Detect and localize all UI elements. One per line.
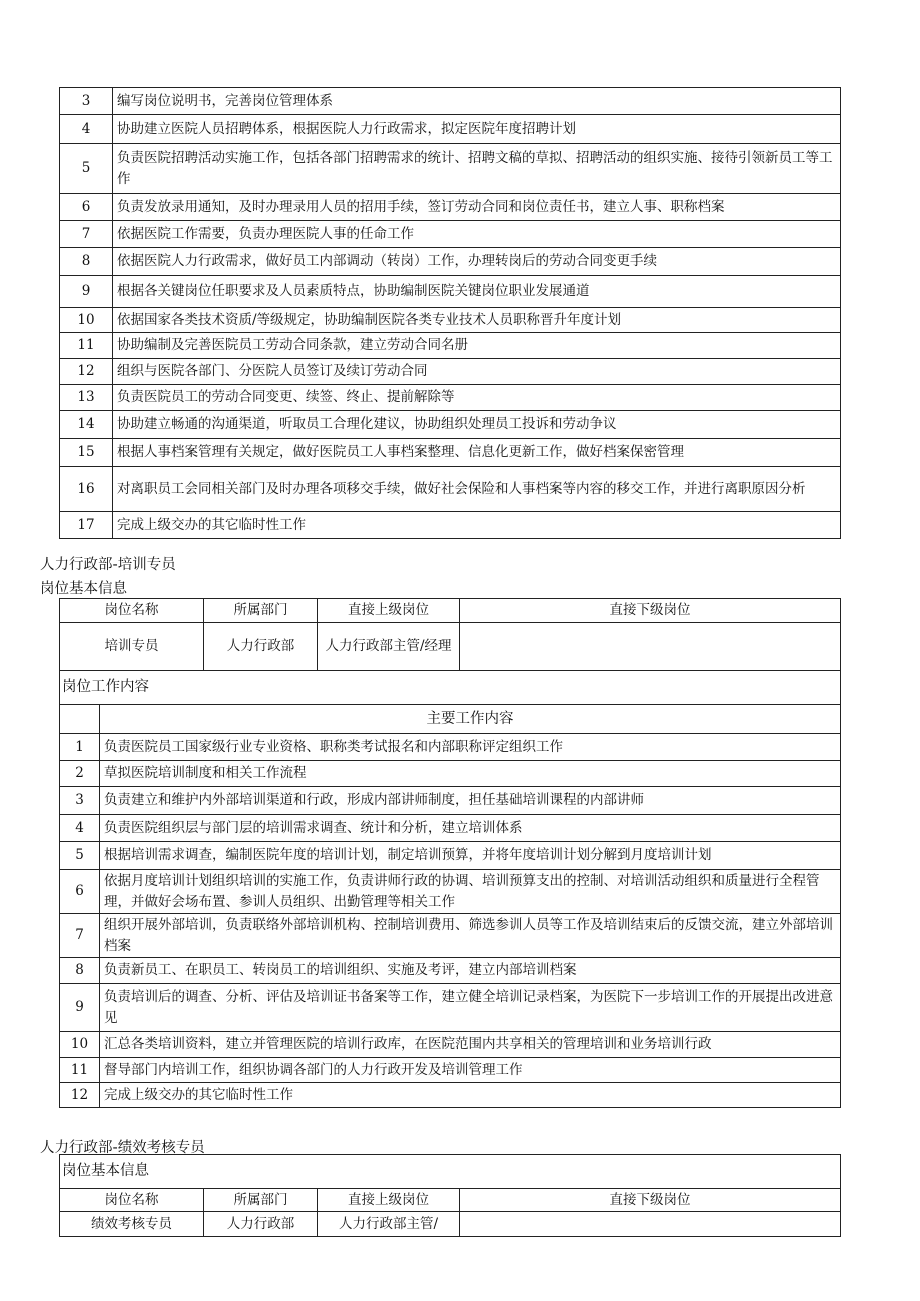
header-department: 所属部门 <box>204 1189 318 1212</box>
row-number: 8 <box>60 248 113 276</box>
row-text: 完成上级交办的其它临时性工作 <box>113 512 841 539</box>
value-department: 人力行政部 <box>204 1212 318 1237</box>
row-number: 17 <box>60 512 113 539</box>
row-number: 10 <box>60 308 113 333</box>
row-text: 协助建立畅通的沟通渠道，听取员工合理化建议，协助组织处理员工投诉和劳动争议 <box>113 411 841 439</box>
row-text: 根据各关键岗位任职要求及人员素质特点，协助编制医院关键岗位职业发展通道 <box>113 276 841 308</box>
table-row <box>60 1032 841 1058</box>
table-row <box>60 276 841 308</box>
row-text: 组织与医院各部门、分医院人员签订及续订劳动合同 <box>113 359 841 385</box>
row-text: 根据人事档案管理有关规定，做好医院员工人事档案整理、信息化更新工作，做好档案保密管理 <box>113 439 841 467</box>
row-number: 13 <box>60 385 113 411</box>
row-text: 依据月度培训计划组织培训的实施工作，负责讲师行政的协调、培训预算支出的控制、对培训活动组织和质量进行全程管理，并做好会场布置、参训人员组织、出勤管理等相关工作 <box>100 870 841 914</box>
row-text: 负责医院员工国家级行业专业资格、职称类考试报名和内部职称评定组织工作 <box>100 734 841 761</box>
table-row <box>60 221 841 248</box>
row-number: 16 <box>60 467 113 512</box>
row-number: 11 <box>60 1058 100 1083</box>
table-row <box>60 734 841 761</box>
row-text: 汇总各类培训资料，建立并管理医院的培训行政库，在医院范围内共享相关的管理培训和业务培训行政 <box>100 1032 841 1058</box>
header-position-name: 岗位名称 <box>60 599 204 623</box>
row-number: 3 <box>60 787 100 815</box>
header-subordinate: 直接下级岗位 <box>460 599 841 623</box>
value-subordinate <box>460 1212 841 1237</box>
value-position-name: 绩效考核专员 <box>60 1212 204 1237</box>
basic-info-title-training: 岗位基本信息 <box>40 581 127 597</box>
section-title-training: 人力行政部-培训专员 <box>40 557 176 573</box>
row-number: 4 <box>60 815 100 842</box>
table-row <box>60 870 841 914</box>
header-superior: 直接上级岗位 <box>318 1189 460 1212</box>
header-department: 所属部门 <box>204 599 318 623</box>
row-number: 12 <box>60 359 113 385</box>
table-row <box>60 385 841 411</box>
basic-info-table-performance <box>59 1154 841 1237</box>
work-header: 主要工作内容 <box>100 705 841 734</box>
row-text: 根据培训需求调查，编制医院年度的培训计划，制定培训预算，并将年度培训计划分解到月度培训计划 <box>100 842 841 870</box>
table-row <box>60 308 841 333</box>
table-row <box>60 815 841 842</box>
header-superior: 直接上级岗位 <box>318 599 460 623</box>
table-row <box>60 958 841 984</box>
work-content-title: 岗位工作内容 <box>60 671 841 705</box>
table-row <box>60 144 841 194</box>
value-subordinate <box>460 623 841 671</box>
row-number: 9 <box>60 984 100 1032</box>
row-text: 负责发放录用通知，及时办理录用人员的招用手续，签订劳动合同和岗位责任书，建立人事、职称档案 <box>113 194 841 221</box>
row-number: 10 <box>60 1032 100 1058</box>
header-subordinate: 直接下级岗位 <box>460 1189 841 1212</box>
row-number: 12 <box>60 1083 100 1108</box>
row-text: 协助编制及完善医院员工劳动合同条款，建立劳动合同名册 <box>113 333 841 359</box>
row-text: 负责建立和维护内外部培训渠道和行政，形成内部讲师制度，担任基础培训课程的内部讲师 <box>100 787 841 815</box>
row-text: 编写岗位说明书，完善岗位管理体系 <box>113 88 841 115</box>
duty-table-recruitment <box>59 87 841 539</box>
row-number: 7 <box>60 914 100 958</box>
value-department: 人力行政部 <box>204 623 318 671</box>
row-number: 8 <box>60 958 100 984</box>
duty-table-training <box>59 704 841 1108</box>
table-row <box>60 1083 841 1108</box>
table-row <box>60 194 841 221</box>
table-row <box>60 842 841 870</box>
row-text: 草拟医院培训制度和相关工作流程 <box>100 761 841 787</box>
table-row <box>60 787 841 815</box>
row-number: 5 <box>60 842 100 870</box>
table-row <box>60 333 841 359</box>
row-number: 14 <box>60 411 113 439</box>
row-number: 11 <box>60 333 113 359</box>
row-text: 依据医院人力行政需求，做好员工内部调动（转岗）工作，办理转岗后的劳动合同变更手续 <box>113 248 841 276</box>
row-number: 6 <box>60 870 100 914</box>
row-number: 5 <box>60 144 113 194</box>
value-superior: 人力行政部主管/ <box>318 1212 460 1237</box>
table-row <box>60 88 841 115</box>
header-position-name: 岗位名称 <box>60 1189 204 1212</box>
section-title-performance: 人力行政部-绩效考核专员 <box>40 1140 205 1156</box>
row-text: 依据国家各类技术资质/等级规定，协助编制医院各类专业技术人员职称晋升年度计划 <box>113 308 841 333</box>
row-text: 依据医院工作需要，负责办理医院人事的任命工作 <box>113 221 841 248</box>
row-number: 1 <box>60 734 100 761</box>
row-number: 7 <box>60 221 113 248</box>
row-number: 6 <box>60 194 113 221</box>
table-row <box>60 1058 841 1083</box>
basic-info-table-training <box>59 598 841 705</box>
table-row <box>60 914 841 958</box>
table-row <box>60 984 841 1032</box>
table-row <box>60 248 841 276</box>
table-row <box>60 411 841 439</box>
work-header-blank <box>60 705 100 734</box>
row-text: 负责新员工、在职员工、转岗员工的培训组织、实施及考评，建立内部培训档案 <box>100 958 841 984</box>
row-text: 组织开展外部培训，负责联络外部培训机构、控制培训费用、筛选参训人员等工作及培训结束后的反馈交流，建立外部培训档案 <box>100 914 841 958</box>
row-text: 负责医院组织层与部门层的培训需求调查、统计和分析，建立培训体系 <box>100 815 841 842</box>
row-text: 完成上级交办的其它临时性工作 <box>100 1083 841 1108</box>
row-text: 协助建立医院人员招聘体系，根据医院人力行政需求，拟定医院年度招聘计划 <box>113 115 841 144</box>
table-row <box>60 359 841 385</box>
row-number: 2 <box>60 761 100 787</box>
row-text: 对离职员工会同相关部门及时办理各项移交手续，做好社会保险和人事档案等内容的移交工作，并进行离职原因分析 <box>113 467 841 512</box>
row-text: 负责培训后的调查、分析、评估及培训证书备案等工作，建立健全培训记录档案，为医院下一步培训工作的开展提出改进意见 <box>100 984 841 1032</box>
basic-info-title-performance: 岗位基本信息 <box>60 1155 841 1189</box>
table-row <box>60 115 841 144</box>
table-row <box>60 439 841 467</box>
row-text: 负责医院招聘活动实施工作，包括各部门招聘需求的统计、招聘文稿的草拟、招聘活动的组织实施、接待引领新员工等工作 <box>113 144 841 194</box>
table-row <box>60 467 841 512</box>
row-number: 3 <box>60 88 113 115</box>
row-number: 9 <box>60 276 113 308</box>
row-text: 负责医院员工的劳动合同变更、续签、终止、提前解除等 <box>113 385 841 411</box>
value-position-name: 培训专员 <box>60 623 204 671</box>
row-number: 15 <box>60 439 113 467</box>
table-row <box>60 761 841 787</box>
row-number: 4 <box>60 115 113 144</box>
row-text: 督导部门内培训工作，组织协调各部门的人力行政开发及培训管理工作 <box>100 1058 841 1083</box>
table-row <box>60 512 841 539</box>
value-superior: 人力行政部主管/经理 <box>318 623 460 671</box>
